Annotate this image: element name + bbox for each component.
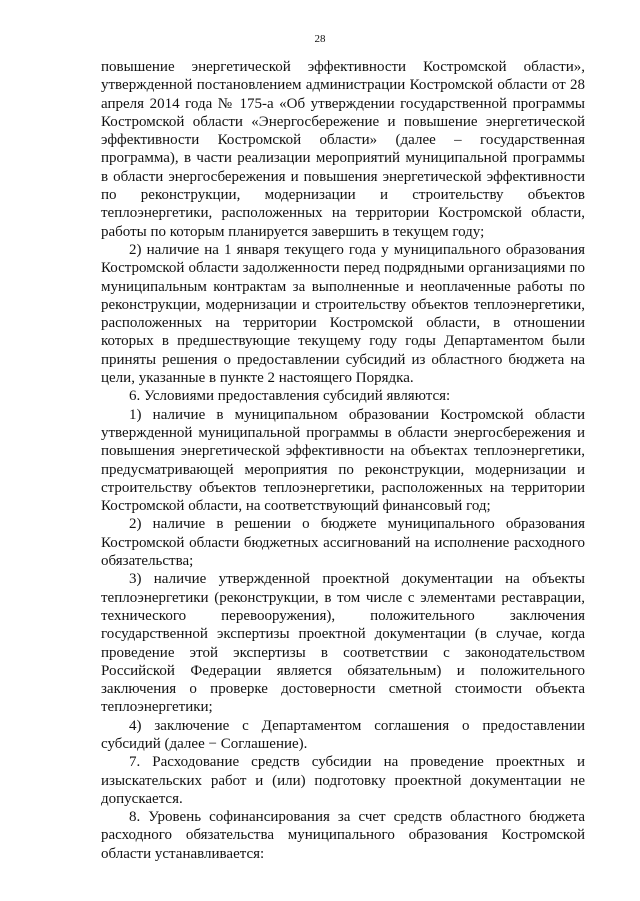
- paragraph-section-8: 8. Уровень софинансирования за счет средств областного бюджета расходного обязательства муниципального образования Костромской области устанавливается:: [101, 809, 585, 862]
- paragraph-condition-3: 3) наличие утвержденной проектной документации на объекты теплоэнергетики (реконструкции, в том числе с элементами реставрации, технического перевооружения), положительного заключения государственной экспертизы проектной документации (в случае, когда проведение этой экспертизы в соответствии с законодательством Российской Федерации является обязательным) и положительного заключения о проверке достоверности сметной стоимости объекта теплоэнергетики;: [101, 571, 585, 716]
- paragraph-continuation: повышение энергетической эффективности Костромской области», утвержденной постановлением администрации Костромской области от 28 апреля 2014 года № 175-а «Об утверждении государственной программы Костромской области «Энергосбережение и повышение энергетической эффективности Костромской области» (далее – государственная программа), в части реализации мероприятий муниципальной программы в области энергосбережения и повышения энергетической эффективности по реконструкции, модернизации и строительству объектов теплоэнергетики, расположенных на территории Костромской области, работы по которым планируется завершить в текущем году;: [101, 59, 585, 240]
- page-number: 28: [314, 33, 326, 45]
- document-body: [101, 58, 585, 863]
- paragraph-condition-1: 1) наличие в муниципальном образовании Костромской области утвержденной муниципальной программы в области энергосбережения и повышения энергетической эффективности на объектах теплоэнергетики, предусматривающей мероприятия по реконструкции, модернизации и строительству объектов теплоэнергетики, расположенных на территории Костромской области, на соответствующий финансовый год;: [101, 406, 585, 515]
- paragraph-item-2-debt: 2) наличие на 1 января текущего года у муниципального образования Костромской области задолженности перед подрядными организациями по муниципальным контрактам за выполненные и неоплаченные работы по реконструкции, модернизации и строительству объектов теплоэнергетики, расположенных на территории Костромской области, в отношении которых в предшествующие текущему году годы Департаментом были приняты решения о предоставлении субсидий из областного бюджета на цели, указанные в пункте 2 настоящего Порядка.: [101, 241, 585, 387]
- paragraph-condition-2: 2) наличие в решении о бюджете муниципального образования Костромской области бюджетных ассигнований на исполнение расходного обязательства;: [101, 516, 585, 570]
- paragraph-section-6: 6. Условиями предоставления субсидий являются:: [129, 388, 451, 405]
- paragraph-section-7: 7. Расходование средств субсидии на проведение проектных и изыскательских работ и (или) подготовку проектной документации не допускается.: [101, 754, 585, 807]
- paragraph-condition-4: 4) заключение с Департаментом соглашения о предоставлении субсидий (далее − Соглашение).: [101, 717, 585, 752]
